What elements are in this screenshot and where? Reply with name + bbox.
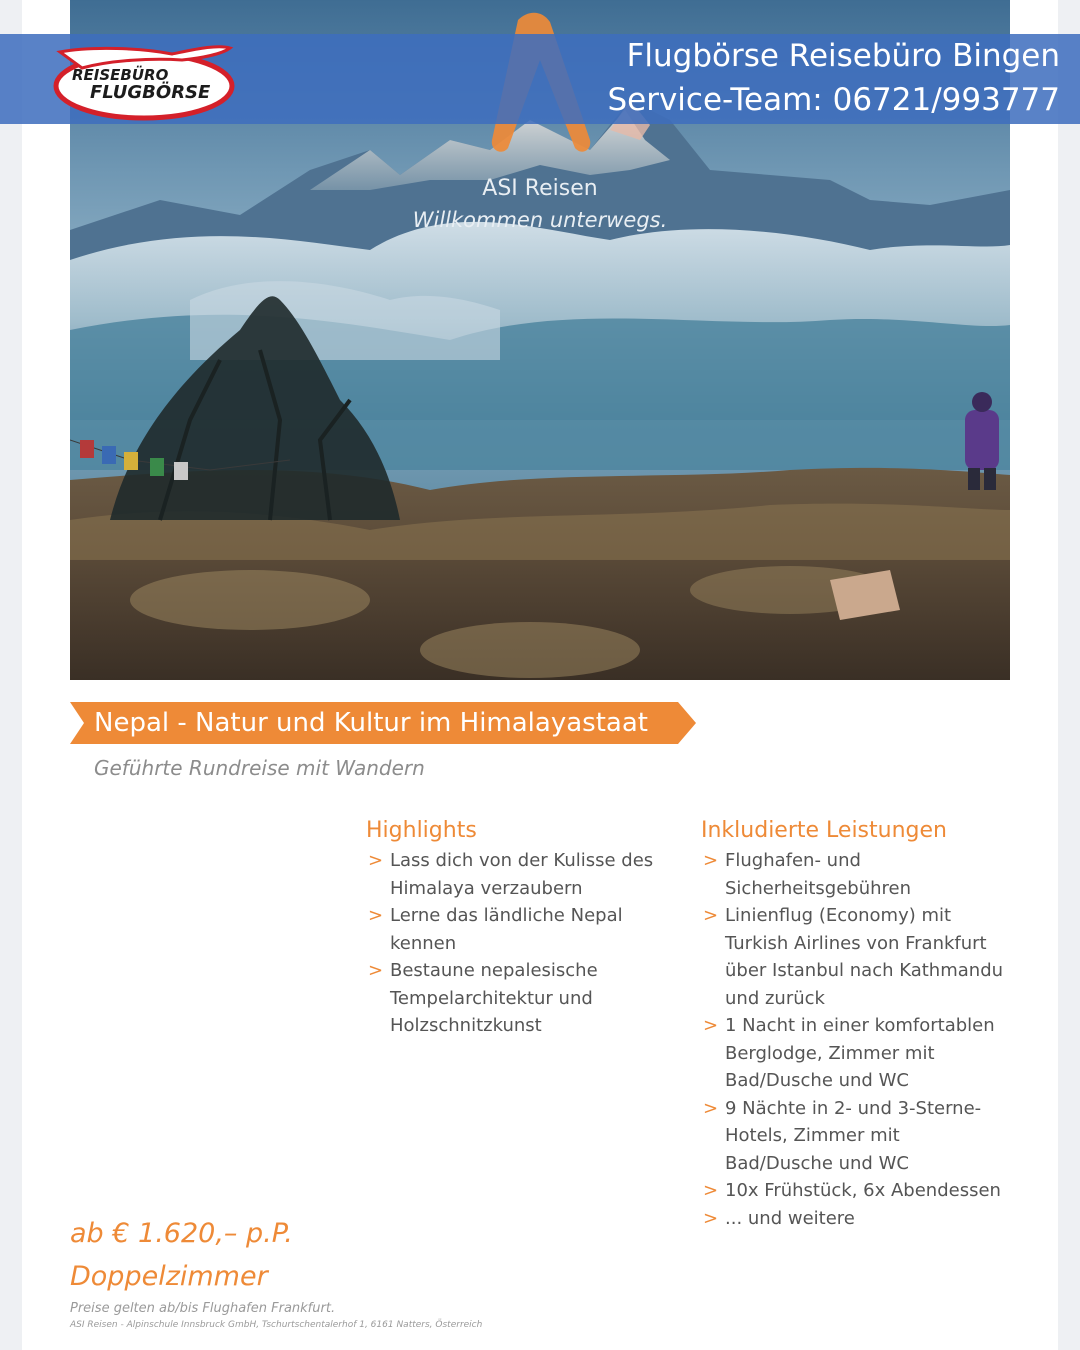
services-heading: Inkludierte Leistungen bbox=[701, 818, 947, 843]
list-item: > 1 Nacht in einer komfortablen Berglodge, Zimmer mit Bad/Dusche und WC bbox=[701, 1012, 1021, 1095]
chevron-right-icon: > bbox=[703, 1015, 719, 1036]
offer-subtitle: Geführte Rundreise mit Wandern bbox=[94, 756, 425, 780]
chevron-right-icon: > bbox=[368, 850, 384, 871]
list-item: > ... und weitere bbox=[701, 1205, 1021, 1233]
list-item: > 10x Frühstück, 6x Abendessen bbox=[701, 1177, 1021, 1205]
chevron-right-icon: > bbox=[703, 905, 719, 926]
chevron-right-icon: > bbox=[703, 1180, 719, 1201]
logo-text-bottom: FLUGBÖRSE bbox=[90, 82, 211, 103]
offer-title: Nepal - Natur und Kultur im Himalayastaat bbox=[94, 708, 648, 738]
logo-text-top: REISEBÜRO bbox=[72, 66, 169, 84]
included-services-section bbox=[701, 818, 1021, 1232]
services-list bbox=[701, 847, 1021, 1232]
list-item: > 9 Nächte in 2- und 3-Sterne- Hotels, Zimmer mit Bad/Dusche und WC bbox=[701, 1095, 1021, 1178]
chevron-right-icon: > bbox=[703, 1207, 719, 1229]
chevron-right-icon: > bbox=[703, 1097, 719, 1119]
highlights-list bbox=[366, 847, 666, 1040]
list-item: > Flughafen- und Sicherheitsgebühren bbox=[701, 847, 1021, 902]
chevron-right-icon: > bbox=[703, 850, 719, 871]
agency-name: Flugbörse Reisebüro Bingen bbox=[626, 38, 1060, 74]
list-item: > Lerne das ländliche Nepal kennen bbox=[366, 902, 666, 957]
list-item: > Lass dich von der Kulisse des Himalaya verzaubern bbox=[366, 847, 666, 902]
service-phone[interactable]: Service-Team: 06721/993777 bbox=[607, 82, 1060, 118]
list-item: > Bestaune nepalesische Tempelarchitektur und Holzschnitzkunst bbox=[366, 957, 666, 1040]
price-note: Preise gelten ab/bis Flughafen Frankfurt. bbox=[70, 1301, 336, 1316]
chevron-right-icon: > bbox=[368, 960, 384, 981]
list-item: > Linienflug (Economy) mit Turkish Airlines von Frankfurt über Istanbul nach Kathmandu und zurück bbox=[701, 902, 1021, 1012]
highlights-heading: Highlights bbox=[366, 818, 477, 843]
asi-slogan: Willkommen unterwegs. bbox=[412, 208, 668, 232]
asi-brand-name: ASI Reisen bbox=[482, 176, 598, 201]
plane-swoosh-logo-icon[interactable] bbox=[52, 38, 236, 122]
price-amount: ab € 1.620,– p.P. bbox=[70, 1218, 293, 1249]
price-room-type: Doppelzimmer bbox=[70, 1261, 268, 1292]
highlights-section bbox=[366, 818, 666, 1040]
chevron-right-icon: > bbox=[368, 905, 384, 926]
company-imprint: ASI Reisen - Alpinschule Innsbruck GmbH, Tschurtschentalerhof 1, 6161 Natters, Österreich bbox=[70, 1320, 483, 1330]
